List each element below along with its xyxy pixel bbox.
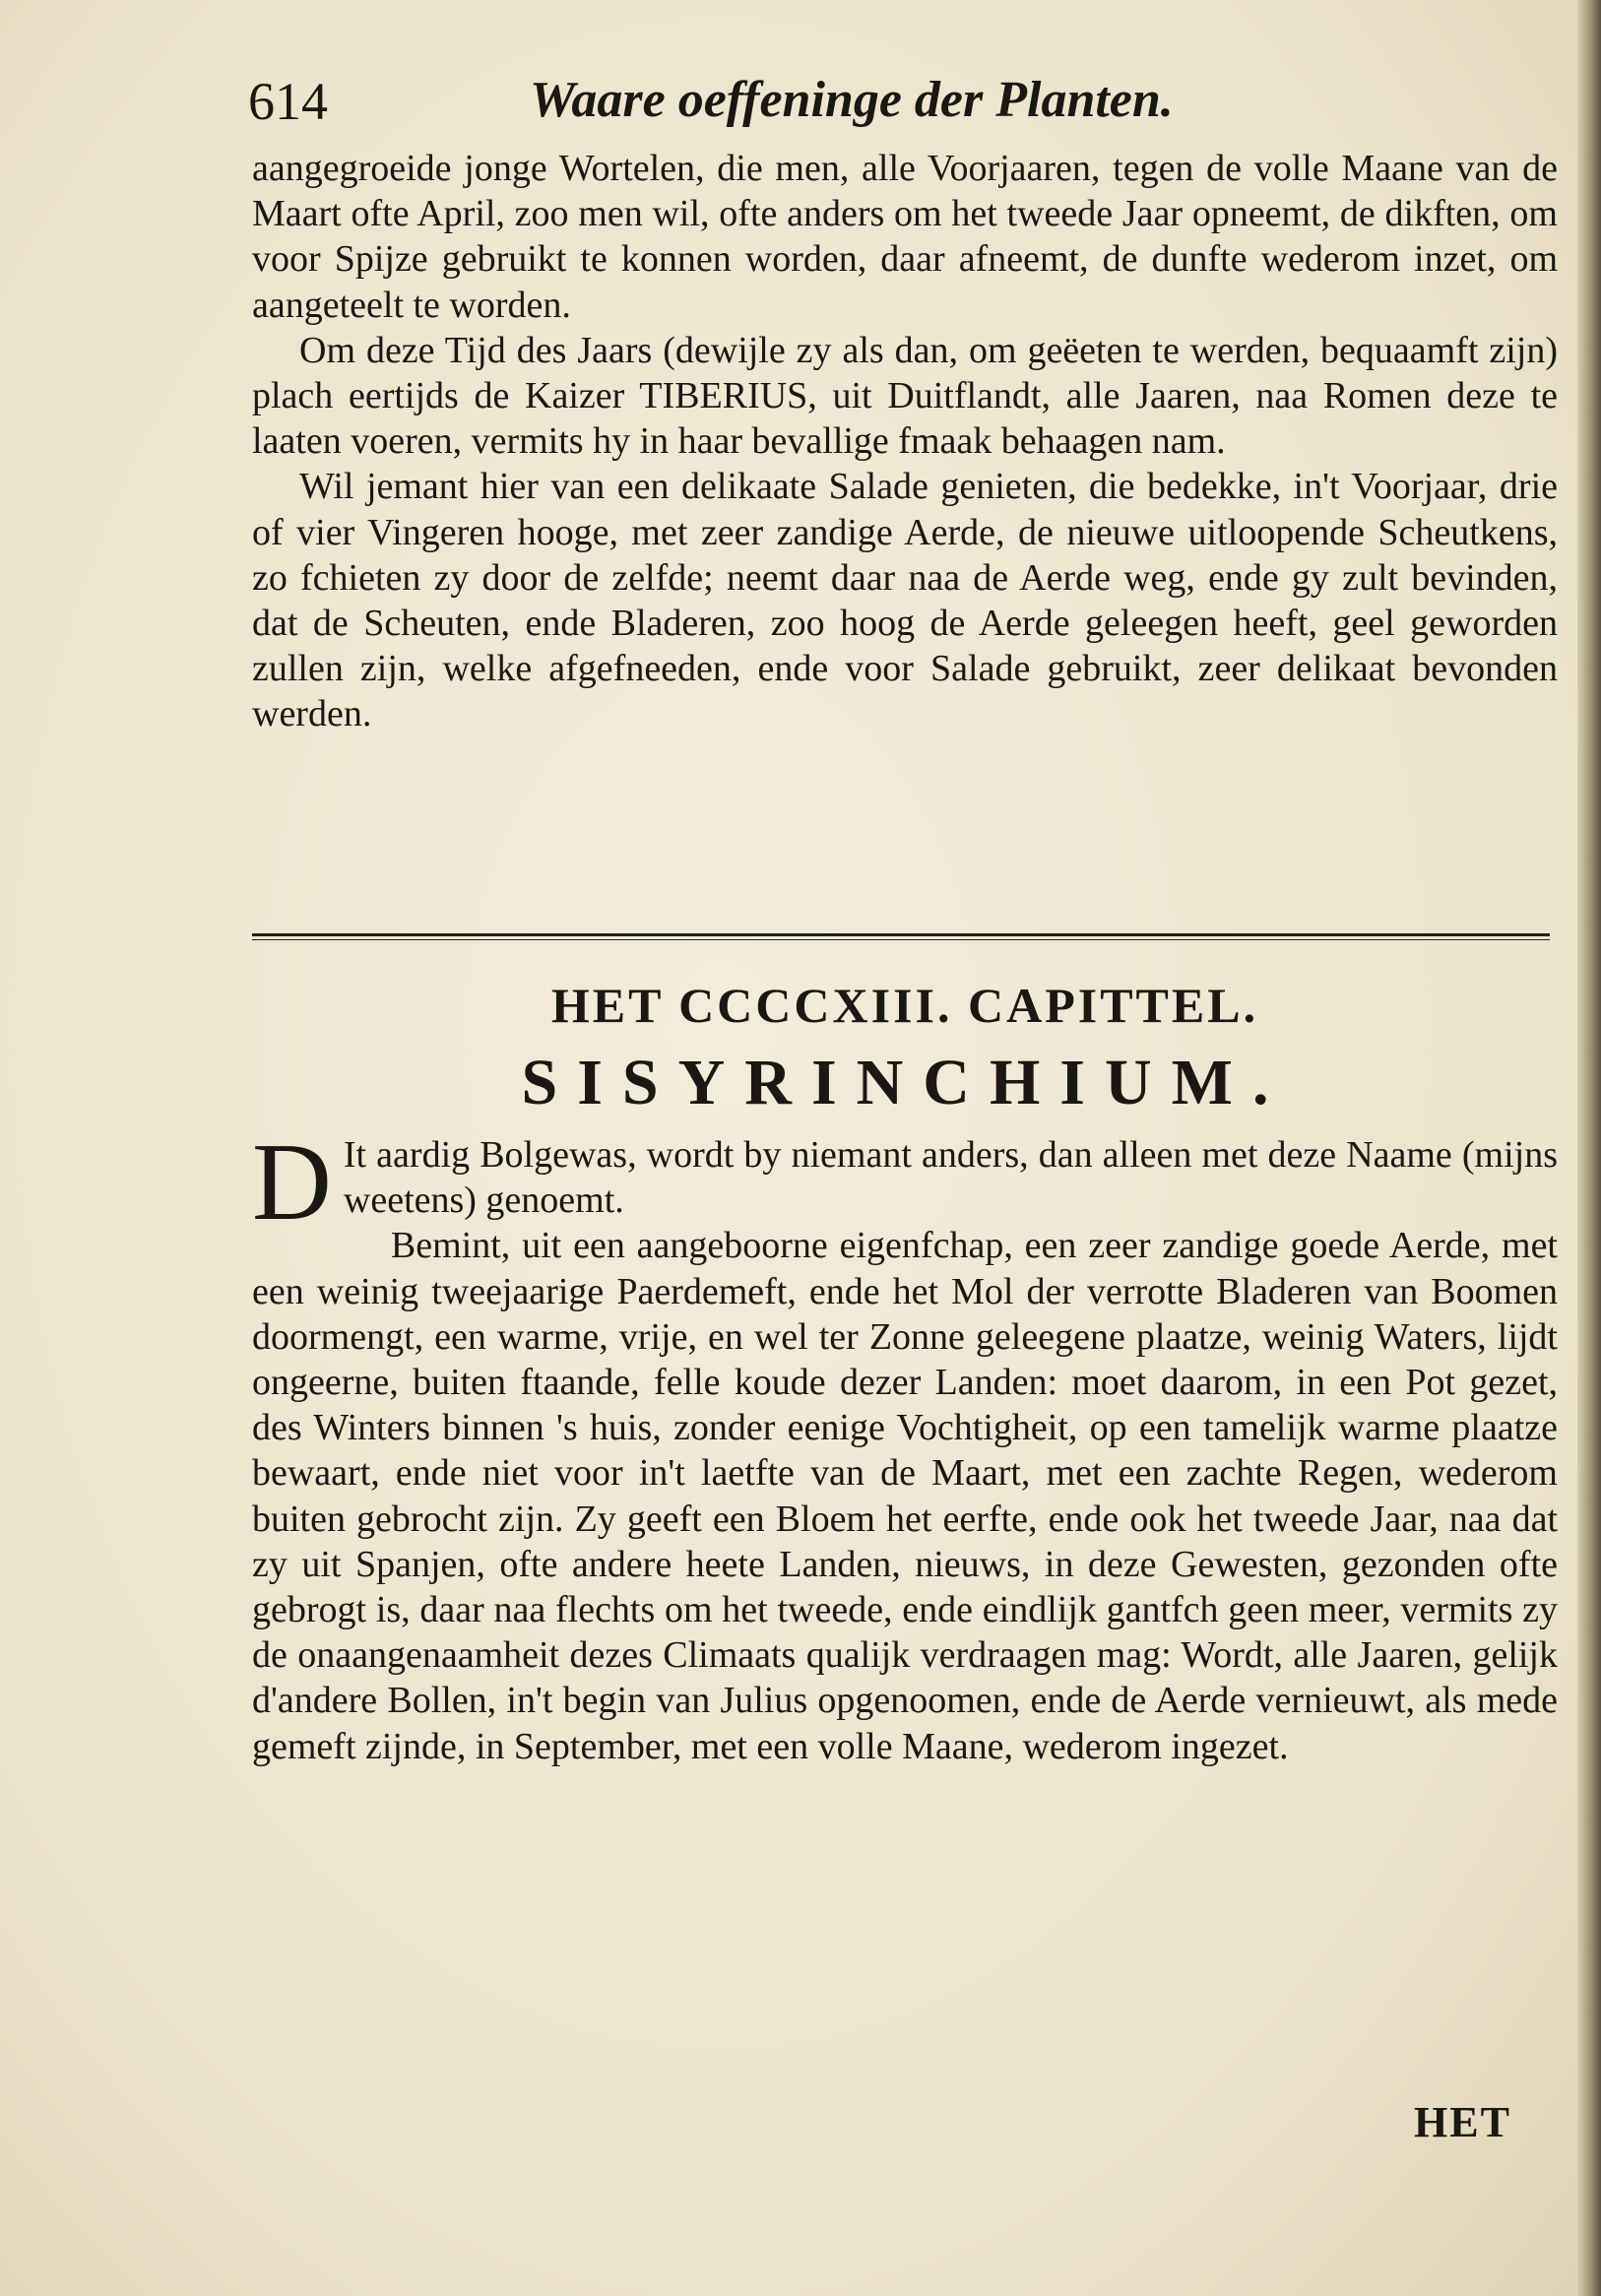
page-number: 614 [248, 72, 328, 131]
paragraph-text: It aardig Bolgewas, wordt by niemant anders, dan alleen met deze Naame (mijns weetens) genoemt. [343, 1134, 1558, 1222]
previous-chapter-text [252, 146, 1558, 737]
paragraph: Wil jemant hier van een delikaate Salade genieten, die bedekke, in't Voorjaar, drie of vier Vingeren hooge, met zeer zandige Aerde, de nieuwe uitloopende Scheutkens, zo fchieten zy door de zelfde; neemt daar naa de Aerde weg, ende gy zult bevinden, dat de Scheuten, ende Bladeren, zoo hoog de Aerde geleegen heeft, geel geworden zullen zijn, welke afgefneeden, ende voor Salade gebruikt, zeer delikaat bevonden werden. [252, 466, 1558, 735]
paragraph: aangegroeide jonge Wortelen, die men, alle Voorjaaren, tegen de volle Maane van de Maart ofte April, zoo men wil, ofte anders om het tweede Jaar opneemt, de dikften, om voor Spijze gebruikt te konnen worden, daar afneemt, de dunfte wederom inzet, om aangeteelt te worden. [252, 148, 1558, 326]
chapter-heading: HET CCCCXIII. CAPITTEL. [550, 978, 1259, 1033]
chapter-text [252, 1121, 1558, 1769]
page-header [248, 71, 1548, 150]
paragraph [252, 1121, 1558, 1244]
paragraph: Om deze Tijd des Jaars (dewijle zy als dan, om geëeten te werden, bequaamft zijn) plach eertijds de Kaizer TIBERIUS, uit Duitflandt, alle Jaaren, naa Romen deze te laaten voeren, vermits hy in haar bevallige fmaak behaagen nam. [252, 329, 1558, 463]
page-edge [1577, 0, 1601, 2296]
chapter-title: SISYRINCHIUM. [521, 1047, 1289, 1118]
drop-cap: D [252, 1121, 332, 1244]
paragraph: Bemint, uit een aangeboorne eigenfchap, een zeer zandige goede Aerde, met een weinig tweejaarige Paerdemeft, ende het Mol der verrotte Bladeren van Boomen doormengt, een warme, vrije, en wel ter Zonne geleegene plaatze, weinig Waters, lijdt ongeerne, buiten ftaande, felle koude dezer Landen: moet daarom, in een Pot gezet, des Winters binnen 's huis, zonder eenige Vochtigheit, op een tamelijk warme plaatze bewaart, ende niet voor in't laetfte van de Maart, met een zachte Regen, wederom buiten gebrocht zijn. Zy geeft een Bloem het eerfte, ende ook het tweede Jaar, naa dat zy uit Spanjen, ofte andere heete Landen, nieuws, in deze Gewesten, gezonden ofte gebrogt is, daar naa flechts om het tweede, ende eindlijk gantfch geen meer, vermits zy de onaangenaamheit dezes Climaats qualijk verdraagen mag: Wordt, alle Jaaren, gelijk d'andere Bollen, in't begin van Julius opgenoomen, ende de Aerde vernieuwt, als mede gemeft zijnde, in September, met een volle Maane, wederom ingezet. [252, 1225, 1558, 1767]
catchword: HET [1414, 2098, 1511, 2146]
section-divider [252, 933, 1550, 936]
running-title: Waare oeffeninge der Planten. [530, 72, 1174, 128]
